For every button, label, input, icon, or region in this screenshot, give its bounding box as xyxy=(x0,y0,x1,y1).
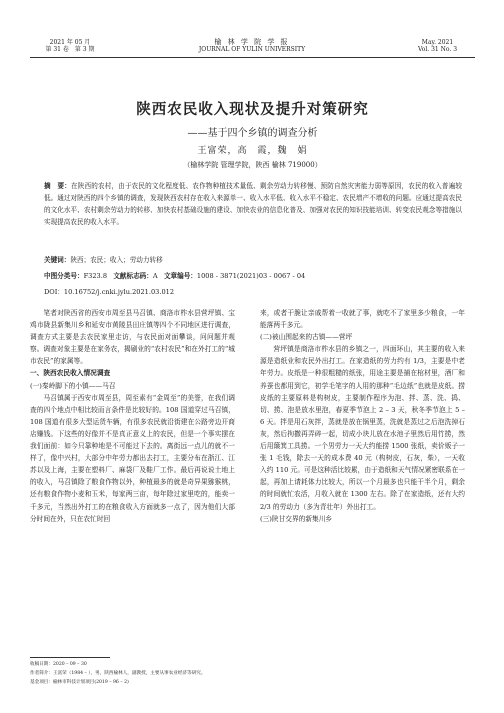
doi: DOI：10.16752/j.cnki.jylu.2021.03.012 xyxy=(44,288,175,296)
subsection-heading: (一)秦岭脚下的小镇——马召 xyxy=(30,381,116,390)
intro-paragraph: 笔者对陕西省的西安市周至县马召镇、商洛市柞水县营坪镇、宝鸡市陇县新集川乡和延安市黄陵县田庄镇等四个不同地区进行调查，调查方式主要是去农民家里走访，与农民面对面攀谈，问问题并观察。调查对象主要是在家务农，揭刷业的“农村农民”和在外打工的“城市农民”的家属等。 xyxy=(30,309,235,366)
section-heading: 一、陕西农民收入情况调查 xyxy=(30,369,111,378)
article-no-value: 1008 - 3871(2021)03 - 0067 - 04 xyxy=(196,272,306,280)
article-title: 陕西农民收入现状及提升对策研究 xyxy=(136,101,369,118)
issue-volume: 第 31 卷 第 3 期 xyxy=(45,46,95,53)
article-subtitle: ——基于四个乡镇的调查分析 xyxy=(187,128,318,139)
clc-label: 中图分类号： xyxy=(44,272,84,280)
footnote-author: 作者简介：王富荣（1984 – ），男，陕西榆林人，副教授，主要从事农业经济等研究。 xyxy=(30,671,206,676)
journal-name-en: JOURNAL OF YULIN UNIVERSITY xyxy=(198,46,306,53)
clc-value: F323.8 xyxy=(83,272,108,280)
body-paragraph-continued: 来，或者干脆让亲戚帮着一收就了事，就吃不了家里多少粮食，一年能落两千多元。 xyxy=(260,309,465,330)
affiliation: （榆林学院 管理学院，陕西 榆林 719000） xyxy=(183,161,322,169)
abstract xyxy=(44,180,462,228)
keywords-label: 关键词： xyxy=(44,256,71,264)
abstract-label: 摘 要： xyxy=(44,182,71,190)
left-column xyxy=(30,307,235,525)
author-list: 王富荣，高 霞，魏 娟 xyxy=(197,146,308,156)
classification-line xyxy=(44,270,462,282)
footnote-rule xyxy=(30,657,110,658)
journal-name-cn: 榆 林 学 院 学 报 xyxy=(214,38,290,46)
running-header-journal xyxy=(170,39,334,53)
running-header-issue-en xyxy=(400,39,475,53)
abstract-text: 在陕西的农村，由于农民的文化程度低、农作物种植技术量低、剩余劳动力转移慢、预防自然灾害能力弱等原因，农民的收入普遍较低。通过对陕西的四个乡镇的调查，发现陕西农村存在收入来源单一、收入水平低、收入水平不稳定、农民增产不增收的问题。应通过提高农民的文化水平、农村剩余劳动力的转移、加快农村基础设施的建设、加快农业的信息化普及、加强对农民的知识技能培训、转变农民观念等措施以实现提高农民的收入水平。 xyxy=(44,182,463,226)
issue-date: 2021 年 05 月 xyxy=(49,39,91,46)
subsection-heading: (二)被山围起来的古镇——营坪 xyxy=(260,333,353,342)
running-header-issue xyxy=(30,39,110,53)
body-paragraph: 马召镇属于西安市周至县，周至素有“金周至”的美誉，在我们调查的四个地点中相比较而言条件是比较好的。108 国道穿过马召镇，108 国道有很多大型运货车辆，有很多农民就沿街建在公路旁边开商店赚钱。下这些的好像并不是真正意义上的农民，但是一个事实摆在我们面前：如今只靠种地是不可能过下去的。离街远一点儿的就不一样了，像中兴村，大部分中年劳力都出去打工，主要分布在浙江、江苏以及上海，主要在塑料厂、麻袋厂及鞋厂工作。最后再说说土地上的收入，马召镇除了粮食作物以外，种植最多的就是奇异果猕猴桃，还有粮食作物小麦和玉米，每家两三亩，每年除过家里吃的，能卖一千多元，当然出外打工的在粮食收入方面就多一点了，因为他们大部分时间在外，只在农忙时回 xyxy=(30,393,235,523)
footnote-received: 收稿日期：2020 – 09 – 30 xyxy=(30,662,87,667)
footnote-fund: 基金项目：榆林市科技计划项目(2019 – 96 – 2) xyxy=(30,680,129,685)
right-column xyxy=(260,307,465,525)
doc-code-value: A xyxy=(152,272,158,280)
issue-date-en: May. 2021 xyxy=(421,39,454,46)
subsection-heading: (三)陕甘交界的新集川乡 xyxy=(260,514,333,523)
issue-volume-en: Vol. 31 No. 3 xyxy=(417,46,458,53)
keywords xyxy=(44,254,462,266)
header-rule xyxy=(30,57,475,58)
body-paragraph: 营坪镇是商洛市柞水县的乡镇之一，四面环山，其主要的收入来源是造纸业和农民外出打工。在家造纸的劳力约有 1/3，主要是中老年劳力。皮纸是一种很粗糙的纸张，用途主要是捕在棺材里，酒厂和养蚕也都用到它，初学毛笔字的人用的那种“毛边纸”也就是皮纸。捞皮纸的主要原料是构树皮，主要制作程序为泡、拌、蒸、洗、捣、切、捞、泡是放水里泡，春夏季节泡上 2 – 3 天，秋冬季节泡上 5 – 6 天。拌是用石灰拌，蒸就是放在锅里蒸，洗就是蒸过之后泡洗掉石灰，然后拘撒再弄碎一起，切成小块儿放在水池子里然后用竹捞，然后用簸箕工具捞。一个男劳力一天大约能捞 1500 张纸，卖价贩子一张 1 毛钱，除去一天的成本费 40 元（构树皮，石灰，柴），一天收入约 110 元。可是这种活比较累，由于造纸和天气情况紧密联系在一起，再加上请耗体力比较大，所以一个月最多也只能干半个月，剩余的时间就忙农活，月收入就在 1300 左右。除了在家造纸，还有大约 2/3 的劳动力（多为青壮年）外出打工。 xyxy=(260,345,465,511)
doc-code-label: 文献标志码： xyxy=(113,272,153,280)
keywords-text: 陕西；农民；收入；劳动力转移 xyxy=(70,256,163,264)
article-no-label: 文章编号： xyxy=(163,272,197,280)
